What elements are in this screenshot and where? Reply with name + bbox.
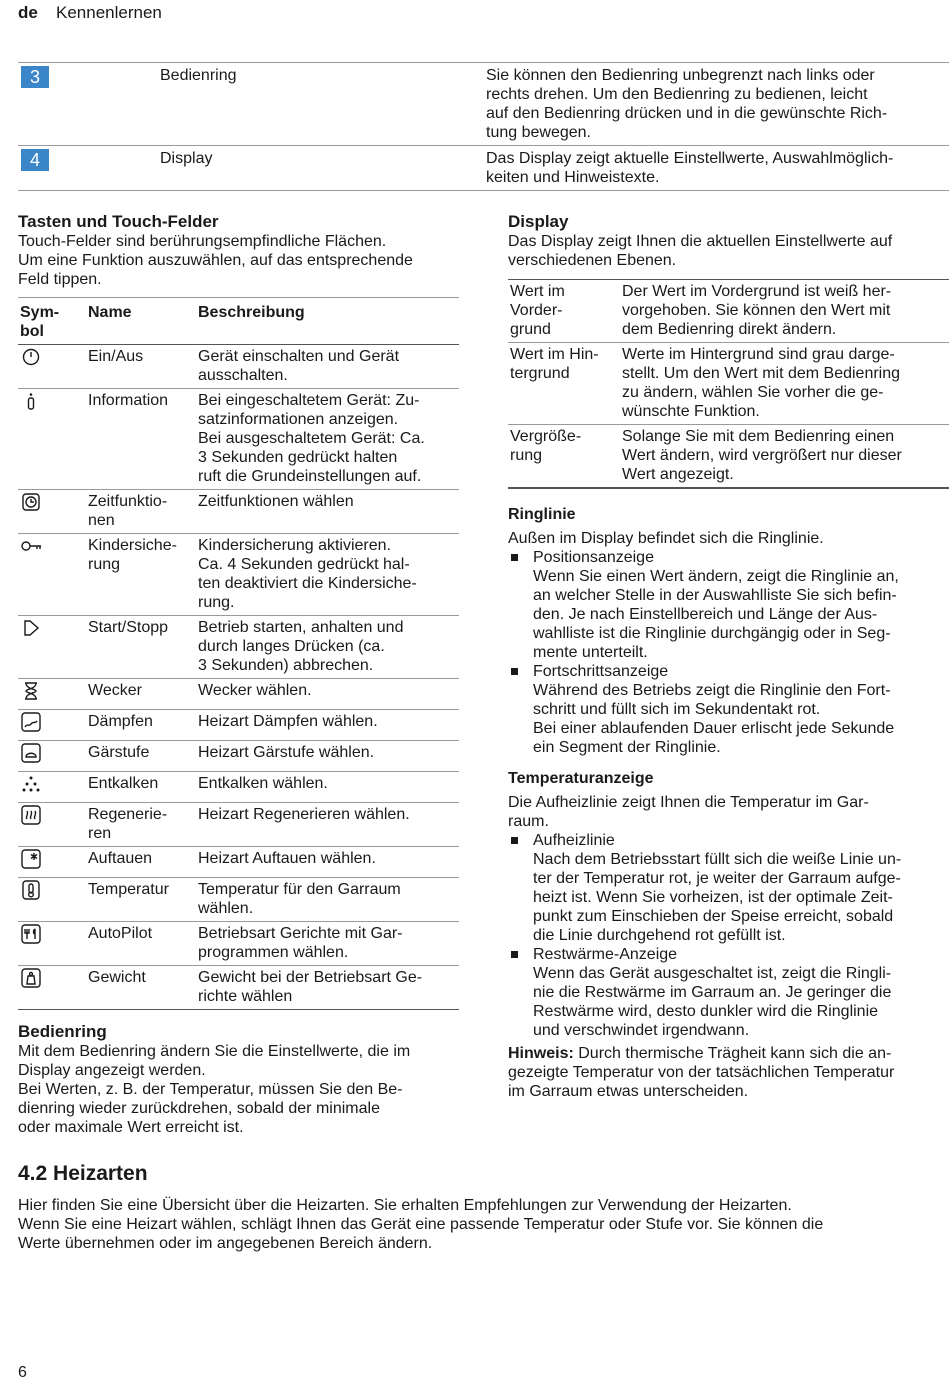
temperatur-list <box>508 831 949 1040</box>
key-name: Kindersiche- rung <box>86 534 196 616</box>
col-symbol: Sym- bol <box>18 298 86 345</box>
key-symbol <box>18 922 86 966</box>
left-column <box>18 212 459 1137</box>
list-item <box>508 548 949 662</box>
key-description: Heizart Auftauen wählen. <box>196 847 459 878</box>
heizarten-text: Hier finden Sie eine Übersicht über die Heizarten. Sie erhalten Empfehlungen zur Verwendung der Heizarten. Wenn Sie eine Heizart wählen, schlägt Ihnen das Gerät eine passende Temperatur oder Stufe vor. Sie können die Werte übernehmen oder im angegebenen Bereich ändern. <box>18 1197 824 1252</box>
key-symbol <box>18 710 86 741</box>
table-row <box>18 534 459 616</box>
key-description: Bei eingeschaltetem Gerät: Zu- satzinformationen anzeigen. Bei ausgeschaltetem Gerät: Ca. 3 Sekunden gedrückt halten ruft die Grundeinstellungen auf. <box>196 389 459 490</box>
ringlinie-intro: Außen im Display befindet sich die Ringlinie. <box>508 530 824 547</box>
key-symbol <box>18 490 86 534</box>
key-symbol <box>18 847 86 878</box>
header-section: Kennenlernen <box>56 3 162 22</box>
ringlinie-title: Ringlinie <box>508 506 576 523</box>
table-row <box>18 616 459 679</box>
key-name: Wecker <box>86 679 196 710</box>
right-column <box>508 212 949 1101</box>
key-name: Zeitfunktio- nen <box>86 490 196 534</box>
key-description: Heizart Regenerieren wählen. <box>196 803 459 847</box>
table-row <box>508 343 949 425</box>
hinweis-label: Hinweis: <box>508 1045 574 1062</box>
item-name: Bedienring <box>160 67 237 84</box>
autopilot-icon <box>20 924 42 944</box>
key-description: Zeitfunktionen wählen <box>196 490 459 534</box>
hourglass-icon <box>20 681 42 701</box>
item-number-badge: 4 <box>21 149 49 171</box>
key-name: Auftauen <box>86 847 196 878</box>
key-symbol <box>18 534 86 616</box>
key-name: Ein/Aus <box>86 345 196 389</box>
table-row <box>18 741 459 772</box>
keys-title: Tasten und Touch-Felder <box>18 212 219 231</box>
item-name: Display <box>160 150 213 167</box>
display-description: Solange Sie mit dem Bedienring einen Wert ändern, wird vergrößert nur dieser Wert angezeigt. <box>620 425 949 489</box>
display-term: Wert im Hin- tergrund <box>508 343 620 425</box>
table-row <box>18 772 459 803</box>
header-language: de <box>18 3 38 22</box>
key-symbol <box>18 616 86 679</box>
top-table-row <box>18 62 949 145</box>
key-name: Gewicht <box>86 966 196 1010</box>
steam-icon <box>20 712 42 732</box>
key-description: Heizart Gärstufe wählen. <box>196 741 459 772</box>
display-description: Der Wert im Vordergrund ist weiß her- vorgehoben. Sie können den Wert mit dem Bedienring direkt ändern. <box>620 280 949 343</box>
list-item <box>508 831 949 945</box>
temperatur-intro: Die Aufheizlinie zeigt Ihnen die Temperatur im Gar- raum. <box>508 794 869 830</box>
list-item <box>508 945 949 1040</box>
item-description: Das Display zeigt aktuelle Einstellwerte, Auswahlmöglich- keiten und Hinweistexte. <box>486 150 894 186</box>
key-name: Gärstufe <box>86 741 196 772</box>
key-description: Betrieb starten, anhalten und durch langes Drücken (ca. 3 Sekunden) abbrechen. <box>196 616 459 679</box>
hinweis <box>508 1044 949 1101</box>
list-item <box>508 662 949 757</box>
table-row <box>18 803 459 847</box>
table-row <box>18 710 459 741</box>
key-symbol <box>18 389 86 490</box>
key-description: Temperatur für den Garraum wählen. <box>196 878 459 922</box>
list-item-text: Während des Betriebs zeigt die Ringlinie den Fort- schritt und füllt sich im Sekundentakt rot. Bei einer ablaufenden Dauer erlischt jede Sekunde ein Segment der Ringlinie. <box>533 682 895 756</box>
temperatur-title: Temperaturanzeige <box>508 770 654 787</box>
key-symbol <box>18 772 86 803</box>
key-name: Information <box>86 389 196 490</box>
list-item-label: Fortschrittsanzeige <box>533 663 669 680</box>
item-description: Sie können den Bedienring unbegrenzt nach links oder rechts drehen. Um den Bedienring zu bedienen, leicht auf den Bedienring drücken und in die gewünschte Rich- tung bewegen. <box>486 67 888 141</box>
display-table <box>508 279 949 489</box>
table-row <box>18 922 459 966</box>
key-symbol <box>18 803 86 847</box>
list-item-label: Restwärme-Anzeige <box>533 946 678 963</box>
thermometer-icon <box>20 880 42 900</box>
display-title: Display <box>508 212 569 231</box>
list-item-label: Positionsanzeige <box>533 549 654 566</box>
regenerate-icon <box>20 805 42 825</box>
key-description: Wecker wählen. <box>196 679 459 710</box>
bedienring-text: Mit dem Bedienring ändern Sie die Einstellwerte, die im Display angezeigt werden. Bei Werten, z. B. der Temperatur, müssen Sie den Be- dienring wieder zurückdrehen, sobald der minimale oder maximale Wert erreicht ist. <box>18 1043 411 1136</box>
col-desc: Beschreibung <box>196 298 459 345</box>
table-row <box>18 878 459 922</box>
defrost-icon <box>20 849 42 869</box>
list-item-label: Aufheizlinie <box>533 832 615 849</box>
list-item-text: Nach dem Betriebsstart füllt sich die weiße Linie un- ter der Temperatur rot, je weiter der Garraum aufge- heizt ist. Wenn Sie vorheizen, ist der optimale Zeit- punkt zum Einschieben der Speise erreicht, sobald die Linie durchgehend rot gefüllt ist. <box>533 851 902 944</box>
table-row <box>508 425 949 489</box>
item-number-badge: 3 <box>21 66 49 88</box>
key-icon <box>20 536 42 556</box>
key-symbol <box>18 966 86 1010</box>
key-name: Temperatur <box>86 878 196 922</box>
keys-intro: Touch-Felder sind berührungsempfindliche Flächen. Um eine Funktion auszuwählen, auf das entsprechende Feld tippen. <box>18 233 413 288</box>
key-description: Gewicht bei der Betriebsart Ge- richte wählen <box>196 966 459 1010</box>
top-table-row <box>18 145 949 191</box>
table-row <box>18 345 459 389</box>
display-intro: Das Display zeigt Ihnen die aktuellen Einstellwerte auf verschiedenen Ebenen. <box>508 233 893 269</box>
key-name: Start/Stopp <box>86 616 196 679</box>
power-icon <box>20 347 42 367</box>
descale-icon <box>20 774 42 794</box>
info-icon <box>20 391 42 411</box>
ringlinie-list <box>508 548 949 757</box>
table-row <box>18 490 459 534</box>
display-description: Werte im Hintergrund sind grau darge- stellt. Um den Wert mit dem Bedienring zu ändern, wählen Sie vorher die ge- wünschte Funktion. <box>620 343 949 425</box>
key-description: Entkalken wählen. <box>196 772 459 803</box>
hinweis-text: Durch thermische Trägheit kann sich die an- gezeigte Temperatur von der tatsächlichen Temperatur im Garraum etwas unterscheiden. <box>508 1045 895 1100</box>
key-name: Dämpfen <box>86 710 196 741</box>
proofing-icon <box>20 743 42 763</box>
display-term: Vergröße- rung <box>508 425 620 489</box>
table-row <box>18 389 459 490</box>
table-row <box>18 966 459 1010</box>
keys-table <box>18 297 459 1010</box>
key-name: AutoPilot <box>86 922 196 966</box>
table-row <box>18 847 459 878</box>
top-table <box>18 62 949 191</box>
clock-icon <box>20 492 42 512</box>
weight-icon <box>20 968 42 988</box>
key-symbol <box>18 679 86 710</box>
table-row <box>18 679 459 710</box>
key-description: Heizart Dämpfen wählen. <box>196 710 459 741</box>
list-item-text: Wenn Sie einen Wert ändern, zeigt die Ringlinie an, an welcher Stelle in der Auswahlliste Sie sich befin- den. Je nach Einstellbereich und Länge der Aus- wahlliste ist die Ringlinie durchgängig oder in Seg- mente unterteilt. <box>533 568 899 661</box>
key-name: Entkalken <box>86 772 196 803</box>
col-name: Name <box>86 298 196 345</box>
key-name: Regenerie- ren <box>86 803 196 847</box>
key-description: Kindersicherung aktivieren. Ca. 4 Sekunden gedrückt hal- ten deaktiviert die Kindersiche- rung. <box>196 534 459 616</box>
key-description: Betriebsart Gerichte mit Gar- programmen wählen. <box>196 922 459 966</box>
start-icon <box>20 618 42 638</box>
table-row <box>508 280 949 343</box>
bedienring-title: Bedienring <box>18 1022 107 1041</box>
key-symbol <box>18 741 86 772</box>
key-description: Gerät einschalten und Gerät ausschalten. <box>196 345 459 389</box>
list-item-text: Wenn das Gerät ausgeschaltet ist, zeigt die Ringli- nie die Restwärme im Garraum an. Je geringer die Restwärme wird, desto dunkler wird die Ringlinie und verschwindet irgendwann. <box>533 965 892 1039</box>
heizarten-title: 4.2 Heizarten <box>18 1162 148 1185</box>
key-symbol <box>18 345 86 389</box>
display-term: Wert im Vorder- grund <box>508 280 620 343</box>
page-number: 6 <box>18 1364 27 1381</box>
key-symbol <box>18 878 86 922</box>
